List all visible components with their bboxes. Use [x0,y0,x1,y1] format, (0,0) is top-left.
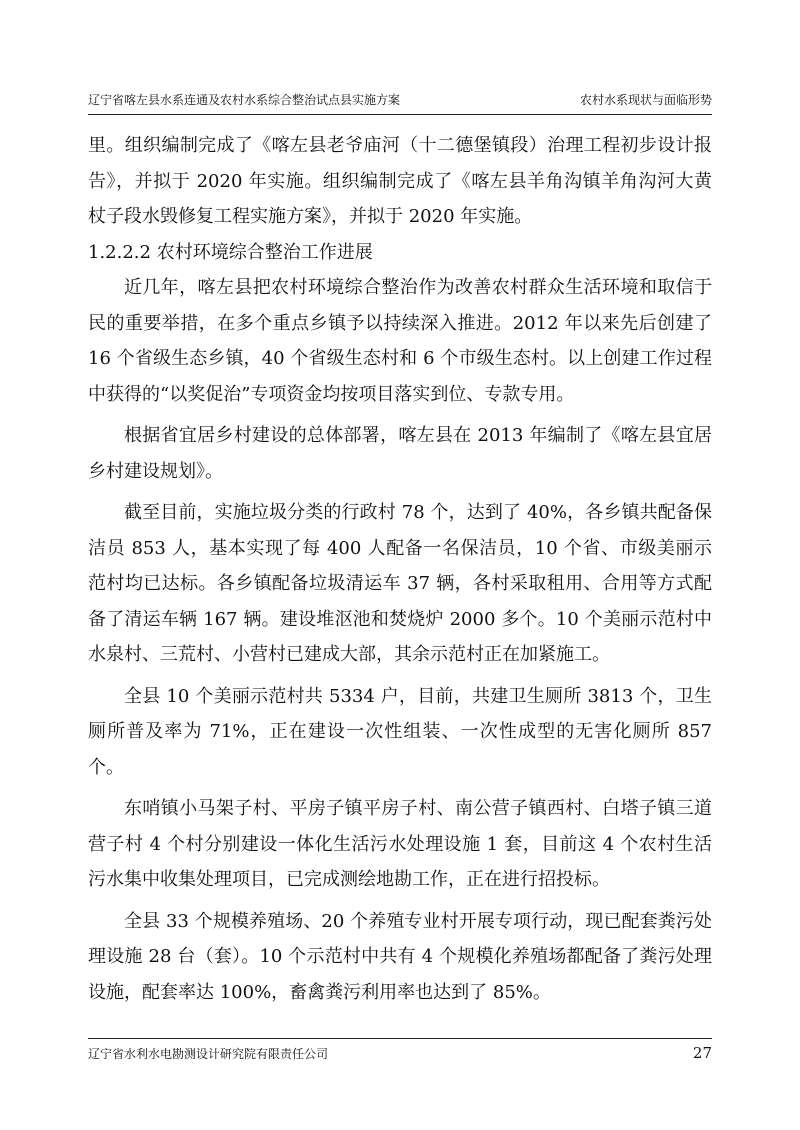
page-body [88,128,712,1010]
paragraph-overview: 近几年，喀左县把农村环境综合整治作为改善农村群众生活环境和取信于民的重要举措，在多个重点乡镇予以持续深入推进。2012 年以来先后创建了 16 个省级生态乡镇，40 个省级生态村和 6 个市级生态村。以上创建工作过程中获得的“以奖促治”专项资金均按项目落实到位、专款专用。 [88,277,712,405]
page-footer [88,1044,712,1062]
header-chapter-title: 农村水系现状与面临形势 [579,93,712,107]
header-document-title: 辽宁省喀左县水系连通及农村水系综合整治试点县实施方案 [88,93,401,107]
page-number: 27 [692,1044,712,1062]
footer-divider [88,1038,712,1039]
paragraph-garbage: 截至目前，实施垃圾分类的行政村 78 个，达到了 40%，各乡镇共配备保洁员 853 人，基本实现了每 400 人配备一名保洁员，10 个省、市级美丽示范村均已达标。各乡镇配备垃圾清运车 37 辆，各村采取租用、合用等方式配备了清运车辆 167 辆。建设堆沤池和焚烧炉 2000 多个。10 个美丽示范村中水泉村、三荒村、小营村已建成大部，其余示范村正在加紧施工。 [88,502,712,665]
footer-organization: 辽宁省水利水电勘测设计研究院有限责任公司 [88,1047,329,1061]
paragraph-sewage: 东哨镇小马架子村、平房子镇平房子村、南公营子镇西村、白塔子镇三道营子村 4 个村分别建设一体化生活污水处理设施 1 套，目前这 4 个农村生活污水集中收集处理项目，已完成测绘地勘工作，正在进行招投标。 [88,798,712,890]
paragraph-livestock: 全县 33 个规模养殖场、20 个养殖专业村开展专项行动，现已配套粪污处理设施 28 台（套）。10 个示范村中共有 4 个规模化养殖场都配备了粪污处理设施，配套率达 100%，畜禽粪污利用率也达到了 85%。 [88,910,712,1003]
paragraph-planning: 根据省宜居乡村建设的总体部署，喀左县在 2013 年编制了《喀左县宜居乡村建设规划》。 [88,425,712,482]
page-header [88,93,712,107]
section-heading: 1.2.2.2 农村环境综合整治工作进展 [88,241,373,263]
paragraph-toilets: 全县 10 个美丽示范村共 5334 户，目前，共建卫生厕所 3813 个，卫生厕所普及率为 71%，正在建设一次性组装、一次性成型的无害化厕所 857 个。 [88,685,712,778]
header-divider [88,114,712,115]
paragraph-continuation: 里。组织编制完成了《喀左县老爷庙河（十二德堡镇段）治理工程初步设计报告》，并拟于 2020 年实施。组织编制完成了《喀左县羊角沟镇羊角沟河大黄杖子段水毁修复工程实施方案》，并拟于 2020 年实施。 [88,135,712,227]
